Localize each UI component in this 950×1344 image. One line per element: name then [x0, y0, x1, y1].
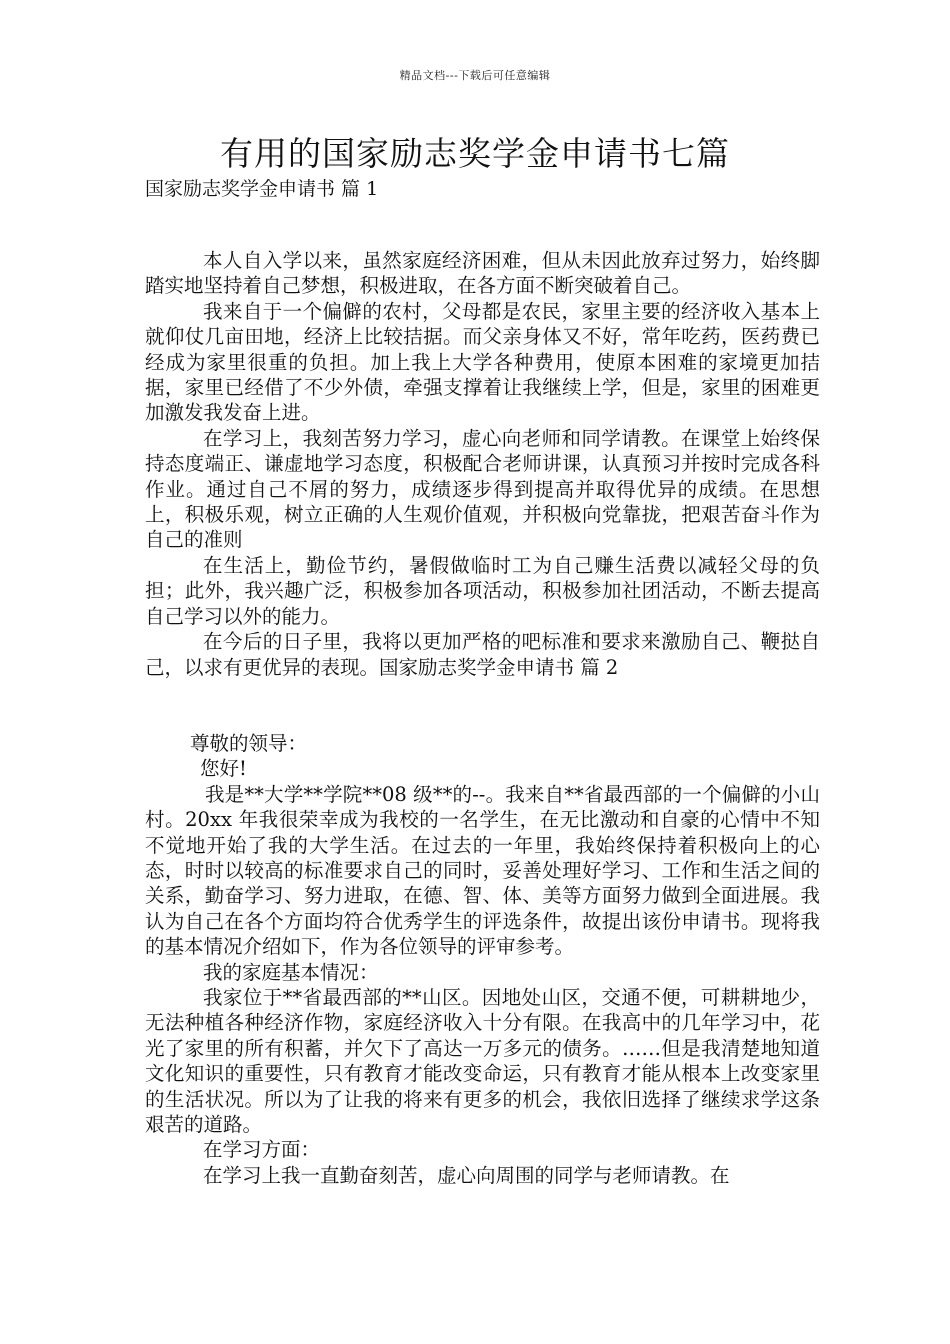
- spacer: [145, 680, 820, 731]
- section-subtitle: 国家励志奖学金申请书 篇 1: [145, 178, 379, 200]
- paragraph: 在学习上我一直勤奋刻苦，虚心向周围的同学与老师请教。在: [203, 1163, 730, 1187]
- paragraph: 我家位于**省最西部的**山区。因地处山区，交通不便，可耕耕地少，无法种植各种经济作物，家庭经济收入十分有限。在我高中的几年学习中，花光了家里的所有积蓄，并欠下了高达一万多元的债务。……但是我清楚地知道文化知识的重要性，只有教育才能改变命运，只有教育才能从根本上改变家里的生活状况。所以为了让我的将来有更多的机会，我依旧选择了继续求学这条艰苦的道路。: [145, 985, 820, 1136]
- paragraph: 在生活上，勤俭节约，暑假做临时工为自己赚生活费以减轻父母的负担；此外，我兴趣广泛，积极参加各项活动，积极参加社团活动，不断去提高自己学习以外的能力。: [145, 553, 820, 628]
- letter-salutation: 您好!: [200, 757, 247, 781]
- paragraph: 在今后的日子里，我将以更加严格的吧标准和要求来激励自己、鞭挞自己，以求有更优异的表现。国家励志奖学金申请书 篇 2: [145, 630, 820, 679]
- letter-greeting: 尊敬的领导：: [190, 731, 308, 755]
- paragraph: 本人自入学以来，虽然家庭经济困难，但从未因此放弃过努力，始终脚踏实地坚持着自己梦想，积极进取，在各方面不断突破着自己。: [145, 249, 820, 298]
- paragraph: 我来自于一个偏僻的农村，父母都是农民，家里主要的经济收入基本上就仰仗几亩田地，经济上比较拮据。而父亲身体又不好，常年吃药，医药费已经成为家里很重的负担。加上我上大学各种费用，使原本困难的家境更加拮据，家里已经借了不少外债，牵强支撑着让我继续上学，但是，家里的困难更加激发我发奋上进。: [145, 299, 820, 425]
- section-heading: 在学习方面：: [203, 1138, 321, 1162]
- section-heading: 我的家庭基本情况：: [203, 960, 379, 984]
- paragraph: 我是**大学**学院**08 级**的--。我来自**省最西部的一个偏僻的小山村。20xx 年我很荣幸成为我校的一名学生，在无比激动和自豪的心情中不知不觉地开始了我的大学生活。在过去的一年里，我始终保持着积极向上的心态，时时以较高的标准要求自己的同时，妥善处理好学习、工作和生活之间的关系，勤奋学习、努力进取，在德、智、体、美等方面努力做到全面进展。我认为自己在各个方面均符合优秀学生的评选条件，故提出该份申请书。现将我的基本情况介绍如下，作为各位领导的评审参考。: [145, 782, 820, 959]
- page-header: 精品文档---下载后可任意编辑: [399, 69, 551, 82]
- document-title: 有用的国家励志奖学金申请书七篇: [220, 134, 730, 173]
- document-body: [145, 248, 820, 1188]
- paragraph: 在学习上，我刻苦努力学习，虚心向老师和同学请教。在课堂上始终保持态度端正、谦虚地学习态度，积极配合老师讲课，认真预习并按时完成各科作业。通过自己不屑的努力，成绩逐步得到提高并取得优异的成绩。在思想上，积极乐观，树立正确的人生观价值观，并积极向党靠拢，把艰苦奋斗作为自己的准则: [145, 426, 820, 552]
